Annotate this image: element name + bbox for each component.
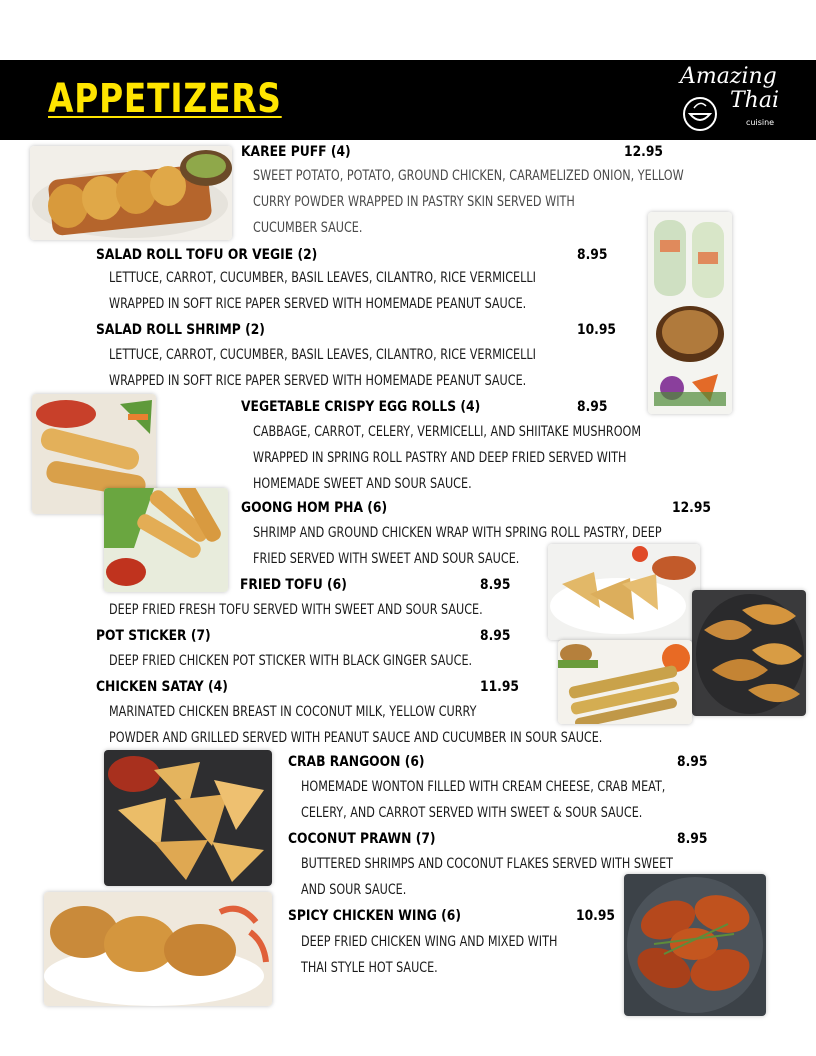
item-price-chicken-satay: 11.95 [480,679,519,695]
item-name-karee-puff: KAREE PUFF (4) [241,144,351,160]
item-desc-chicken-satay [109,699,602,751]
item-desc-karee-puff [253,163,684,241]
item-name-crab-rangoon: CRAB RANGOON (6) [288,754,425,770]
crab-rangoon-photo [104,750,272,886]
item-name-goong-hom-pha: GOONG HOM PHA (6) [241,500,388,516]
karee-puff-photo [30,146,232,240]
item-price-goong-hom-pha: 12.95 [672,500,711,516]
crab-rangoon-image [104,750,272,886]
desc-line: FRIED SERVED WITH SWEET AND SOUR SAUCE. [253,551,520,567]
item-price-salad-roll-shrimp: 10.95 [577,322,616,338]
item-desc-crab-rangoon [301,774,665,826]
desc-line: MARINATED CHICKEN BREAST IN COCONUT MILK, YELLOW CURRY [109,704,477,720]
salad-roll-photo [648,212,732,414]
salad-roll-image [648,212,732,414]
item-name-salad-roll-shrimp: SALAD ROLL SHRIMP (2) [96,322,265,338]
item-price-egg-rolls: 8.95 [577,399,608,415]
desc-line: DEEP FRIED CHICKEN WING AND MIXED WITH [301,934,558,950]
bowl-hand-icon [680,92,722,134]
desc-line: WRAPPED IN SPRING ROLL PASTRY AND DEEP FRIED SERVED WITH [253,450,627,466]
coconut-prawn-photo [44,892,272,1006]
desc-line: DEEP FRIED CHICKEN POT STICKER WITH BLACK GINGER SAUCE. [109,653,473,669]
desc-line: CELERY, AND CARROT SERVED WITH SWEET & SOUR SAUCE. [301,805,643,821]
fried-tofu-photo [548,544,700,640]
desc-line: DEEP FRIED FRESH TOFU SERVED WITH SWEET AND SOUR SAUCE. [109,602,483,618]
restaurant-logo [676,62,806,138]
desc-line: BUTTERED SHRIMPS AND COCONUT FLAKES SERVED WITH SWEET [301,856,674,872]
item-name-coconut-prawn: COCONUT PRAWN (7) [288,831,436,847]
fried-tofu-image [548,544,700,640]
item-price-karee-puff: 12.95 [624,144,663,160]
header-banner [0,60,816,140]
goong-hom-pha-photo [104,488,228,592]
goong-hom-pha-image [104,488,228,592]
desc-line: WRAPPED IN SOFT RICE PAPER SERVED WITH HOMEMADE PEANUT SAUCE. [109,296,527,312]
logo-text-cuisine: cuisine [746,118,775,127]
chicken-wing-photo [624,874,766,1016]
pot-sticker-photo [692,590,806,716]
item-desc-spicy-chicken-wing [301,929,557,981]
item-desc-coconut-prawn [301,851,673,903]
desc-line: HOMEMADE WONTON FILLED WITH CREAM CHEESE, CRAB MEAT, [301,779,666,795]
desc-line: POWDER AND GRILLED SERVED WITH PEANUT SAUCE AND CUCUMBER IN SOUR SAUCE. [109,730,603,746]
coconut-prawn-image [44,892,272,1006]
desc-line: AND SOUR SAUCE. [301,882,407,898]
desc-line: CABBAGE, CARROT, CELERY, VERMICELLI, AND SHIITAKE MUSHROOM [253,424,641,440]
logo-text-thai: Thai [730,88,779,113]
desc-line: CURRY POWDER WRAPPED IN PASTRY SKIN SERVED WITH [253,194,575,210]
item-price-spicy-chicken-wing: 10.95 [576,908,615,924]
item-price-coconut-prawn: 8.95 [677,831,708,847]
item-name-pot-sticker: POT STICKER (7) [96,628,211,644]
item-price-salad-roll-tofu: 8.95 [577,247,608,263]
item-name-salad-roll-tofu: SALAD ROLL TOFU OR VEGIE (2) [96,247,318,263]
item-price-crab-rangoon: 8.95 [677,754,708,770]
item-name-egg-rolls: VEGETABLE CRISPY EGG ROLLS (4) [241,399,481,415]
item-desc-fried-tofu [109,597,483,623]
desc-line: SWEET POTATO, POTATO, GROUND CHICKEN, CARAMELIZED ONION, YELLOW [253,168,684,184]
desc-line: SHRIMP AND GROUND CHICKEN WRAP WITH SPRING ROLL PASTRY, DEEP [253,525,662,541]
item-price-fried-tofu: 8.95 [480,577,511,593]
page-title: APPETIZERS [48,76,282,122]
desc-line: LETTUCE, CARROT, CUCUMBER, BASIL LEAVES, CILANTRO, RICE VERMICELLI [109,270,536,286]
pot-sticker-image [692,590,806,716]
desc-line: WRAPPED IN SOFT RICE PAPER SERVED WITH HOMEMADE PEANUT SAUCE. [109,373,527,389]
item-name-chicken-satay: CHICKEN SATAY (4) [96,679,228,695]
item-desc-pot-sticker [109,648,472,674]
chicken-wing-image [624,874,766,1016]
item-desc-egg-rolls [253,419,641,497]
item-name-fried-tofu: FRIED TOFU (6) [240,577,347,593]
desc-line: THAI STYLE HOT SAUCE. [301,960,438,976]
logo-text-amazing: Amazing [680,64,777,89]
karee-puff-image [30,146,232,240]
desc-line: LETTUCE, CARROT, CUCUMBER, BASIL LEAVES, CILANTRO, RICE VERMICELLI [109,347,536,363]
item-desc-salad-roll-shrimp [109,342,536,394]
item-name-spicy-chicken-wing: SPICY CHICKEN WING (6) [288,908,462,924]
desc-line: HOMEMADE SWEET AND SOUR SAUCE. [253,476,472,492]
desc-line: CUCUMBER SAUCE. [253,220,363,236]
item-desc-salad-roll-tofu [109,265,536,317]
item-price-pot-sticker: 8.95 [480,628,511,644]
